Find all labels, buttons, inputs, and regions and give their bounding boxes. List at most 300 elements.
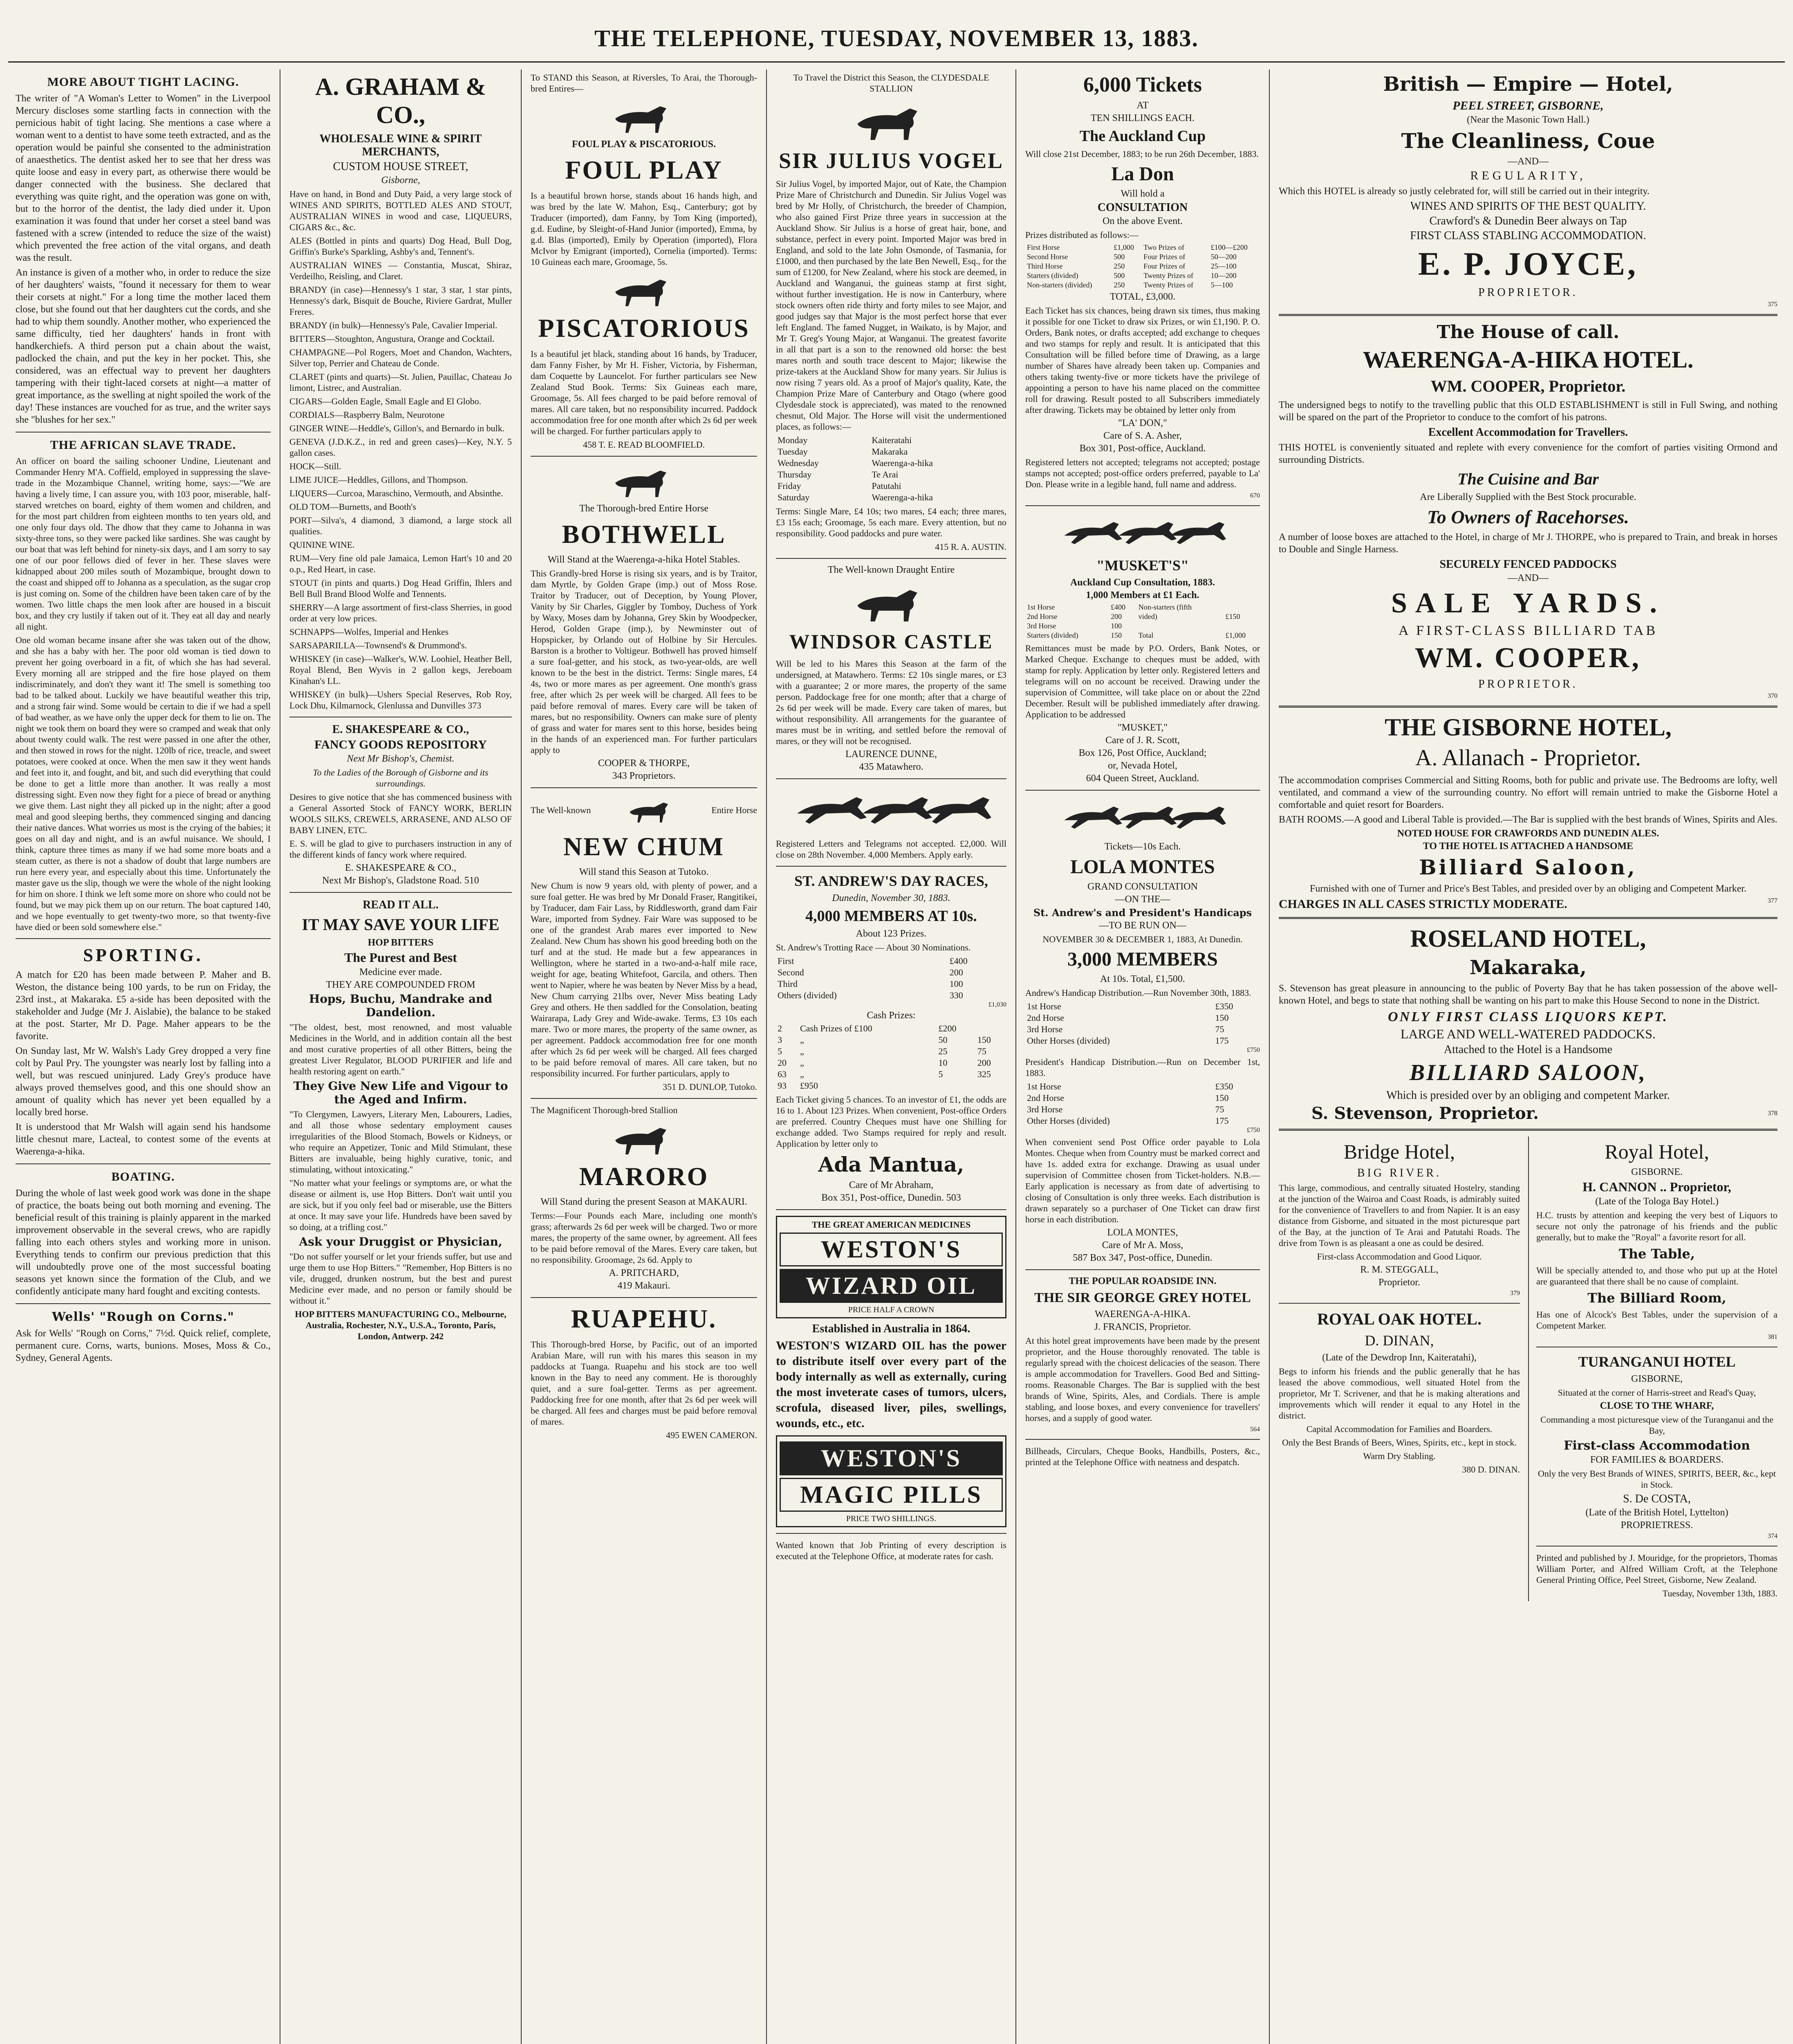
ad-title: PISCATORIOUS	[538, 314, 750, 343]
ad-text: President's Handicap Distribution.—Run on December 1st, 1883.	[1025, 1057, 1260, 1078]
ad-signature: E. SHAKESPEARE & CO.,	[345, 863, 457, 873]
racing-horses-icon	[789, 785, 993, 834]
ad-signature: "LA' DON,"	[1118, 418, 1167, 428]
ad-text: Will be specially attended to, and those who put up at the Hotel are guaranteed that there shall be no cause of complaint.	[1536, 1265, 1777, 1286]
ad-signature: PROPRIETRESS.	[1620, 1520, 1693, 1531]
ad-text: Sir Julius Vogel, by imported Major, out of Kate, the Champion Prize Mare of Christchurch and Dunedin. Sir Julius Vogel was bred by Mr Holly, of Christchurch, the breeder of Champion, who also gained First Prize three years in succession at the Auckland Show. Sir Julius is a horse of great hair, bone, and substance, perfect in every point. Imported Major was bred in England, and sold to the late John Osmonde, of Tasmania, for £1000, and then purchased by the late Ben Newell, Esq., for the sum of £1200, for New Zealand, where his stock are deemed, in Auckland and Wanganui, the guineas stamp at first sight, without further investigation. He is now in Canterbury, where stock owners often ride thirty and forty miles to see Major, and good judges say that Major is the most perfect horse that ever left England. The famed Nugget, in Waikato, is by Major, and Mr T. Greg's Young Major, at Wanganui. The greatest favorite in all that part is a son to the renowned old horse: the best mares north and south trace descent to Major; likewise the prize-takers at the Auckland Show for many years. Sir Julius is now rising 7 years old. As a proof of Major's quality, Kate, the Champion Prize Mare of Canterbury and Otago (where good Clydesdale stock is appreciated), was mated to the renowned chesnut, Old Major. The Horse will visit the undermentioned places, as follows:—	[776, 179, 1006, 432]
table-cell: Other Horses (divided)	[1027, 1035, 1110, 1046]
table-cell: 330	[949, 990, 963, 1000]
column-divider	[521, 69, 522, 2044]
table-cell: 50	[938, 1035, 948, 1045]
table-cell: £1,000	[1114, 243, 1134, 251]
table-cell: 325	[977, 1069, 991, 1079]
ad-subtitle: Excellent Accommodation for Travellers.	[1428, 426, 1628, 439]
ad-subtitle: —ON THE—	[1115, 894, 1170, 905]
ad-footer: HOP BITTERS MANUFACTURING CO., Melbourne, Australia, Rochester, N.Y., U.S.A., Toronto, Paris, London, Antwerp. 242	[295, 1309, 507, 1341]
ad-text: "No matter what your feelings or symptoms are, or what the disease or ailment is, use Hop Bitters. Don't wait until you are sick, but if you only feel bad or miserable, use the Bitters at once. It may save your life. Hundreds have been saved by so doing, at a trifling cost."	[289, 1178, 512, 1232]
graham-item: BITTERS—Stoughton, Angustura, Orange and Cocktail.	[289, 334, 495, 344]
ad-text: To Travel the District this Season, the CLYDESDALE STALLION	[793, 72, 989, 94]
column-2	[282, 69, 519, 2044]
graham-item: BRANDY (in case)—Hennessy's 1 star, 3 star, 1 star pints, Hennessy's dark, Bisquit de Bouche, Riviere Gardrat, Muller Freres.	[289, 285, 512, 317]
table-cell: 50—200	[1210, 253, 1237, 261]
table-cell: 2nd Horse	[1027, 612, 1058, 621]
wizard-oil-banner	[776, 1216, 1006, 1318]
ad-title: Billiard Saloon,	[1419, 855, 1637, 879]
table-row	[776, 955, 1006, 967]
ad-number: 377	[1768, 897, 1777, 904]
ad-signature: LOLA MONTES,	[1107, 1227, 1178, 1238]
ad-text: BATH ROOMS.—A good and Liberal Table is provided.—The Bar is supplied with the best brands of Wines, Spirits and Ales.	[1279, 814, 1777, 825]
table-cell: £950	[800, 1080, 818, 1091]
table-row	[1025, 243, 1260, 252]
ad-text: "The oldest, best, most renowned, and most valuable Medicines in the World, and in addition contain all the best and most curative properties of all other Bitters, being the greatest Liver Regulator, BLOOD PURIFIER and life and health restoring agent on earth."	[289, 1022, 512, 1076]
ad-subtitle: Hops, Buchu, Mandrake and Dandelion.	[309, 992, 493, 1019]
ad-number: 379	[1510, 1290, 1520, 1297]
ad-signature: "MUSKET,"	[1117, 722, 1168, 733]
article-text: An officer on board the sailing schooner Undine, Lieutenant and Commander Henry M'A. Coffield, employed in suppressing the slave-trade in the Mozambique Channel, writing home, says:—"We are having a lively time, I can assure you, with 103 poor, miserable, half-starved wretches on board, eighty of them women and children, and for the most part children from eighteen months to ten years old, and one only four days old. The dhow that they came to Johanna in was sixty-three tons, so they were packed like sardines. She was caught by our boat that was left behind for ninety-six days, and I am sorry to say one of our poor fellows died of fever in her. These slaves were kidnapped about 200 miles south of Mozambique, brought down to the coast and shipped off to Johanna as a speculation, as the sugar crop is just coming on. Some of the children have been taken care of by the women. Two little chaps the men look after are housed in a biscuit box, and they cry lustily if taken out of it. They eat all day and nearly all night.	[16, 456, 271, 632]
magic-pills-logo: MAGIC PILLS	[780, 1478, 1003, 1512]
table-row	[776, 967, 1006, 978]
table-cell: 5	[938, 1069, 943, 1079]
table-cell: First Horse	[1027, 243, 1060, 251]
ad-text: At this hotel great improvements have been made by the present proprietor, and the House thoroughly renovated. The table is regularly spread with the choicest delicacies of the season. There is ample accommodation for Travellers. Good Bed and Sitting-rooms. Reasonable Charges. The Bar is supplied with the best brands of Wine, Spirits, Ales, and Cordials. There is ample stabling, and loose boxes, and every convenience for travellers' horses, and a supply of good water.	[1025, 1336, 1260, 1423]
ad-text: Terms: Single Mare, £4 10s; two mares, £4 each; three mares, £3 15s each; Groomage, 5s each mare. Every attention, but no responsibility. Good paddocks and pure water.	[776, 506, 1006, 538]
ad-signature: Care of J. R. Scott,	[1105, 735, 1180, 746]
table-row	[1025, 1001, 1260, 1012]
table-row	[1025, 631, 1260, 640]
table-cell: £1,000	[1225, 631, 1246, 639]
ad-signature: 435 Matawhero.	[859, 762, 923, 772]
column-divider	[1269, 69, 1270, 2044]
ad-title: The Auckland Cup	[1079, 128, 1206, 145]
horse-icon	[603, 462, 685, 499]
masthead: THE TELEPHONE, TUESDAY, NOVEMBER 13, 1883.	[594, 25, 1199, 52]
table-row	[776, 1057, 1006, 1069]
table-cell: 150	[977, 1035, 991, 1045]
table-row	[776, 1046, 1006, 1057]
ad-text: First-class Accommodation and Good Liquor.	[1317, 1251, 1482, 1262]
table-cell: 500	[1114, 253, 1125, 261]
ad-text: Is a beautiful jet black, standing about 16 hands, by Traducer, dam Fanny Fisher, by Mr H. Fisher, Victoria, by Fisherman, dam Coquette by Launcelot. For further particulars see New Zealand Stud Book. Terms: Six Guineas each mare, Groomage, 5s. All fees charged to be paid before removal of mares. All care taken, but no responsibility incurred. Paddock accommodation free for one month after which 2s 6d per week will be charged. For further particulars apply to	[531, 349, 757, 436]
table-cell: „	[800, 1069, 804, 1079]
ad-subtitle: FANCY GOODS REPOSITORY	[314, 738, 487, 751]
ad-title: TURANGANUI HOTEL	[1578, 1354, 1736, 1370]
graham-item: AUSTRALIAN WINES — Constantia, Muscat, Shiraz, Verdeilho, Reisling, and Claret.	[289, 260, 512, 281]
table-row	[776, 435, 1006, 446]
table-cell	[1137, 621, 1224, 631]
ad-title: LOLA MONTES	[1070, 856, 1215, 878]
table-cell: 25	[938, 1046, 948, 1056]
table-row	[1025, 1081, 1260, 1092]
ad-subtitle: Medicine ever made.	[359, 967, 442, 977]
table-cell: 1st Horse	[1027, 1081, 1061, 1091]
graham-item-list	[289, 235, 512, 711]
table-row	[776, 990, 1006, 1001]
horse-icon	[621, 794, 682, 827]
ad-number: 381	[1768, 1334, 1777, 1340]
ad-text: "To Clergymen, Lawyers, Literary Men, Labourers, Ladies, and all those whose sedentary employment causes irregularities of the Blood Stomach, Bowels or Kidneys, or who require an Appetizer, Tonic and Mild Stimulant, these Bitters are invaluable, being highly curative, tonic, and stimulating, without intoxicating."	[289, 1109, 512, 1174]
ad-subtitle: CUSTOM HOUSE STREET,	[333, 160, 468, 173]
horse-icon	[603, 1120, 685, 1156]
ad-subtitle: Attached to the Hotel is a Handsome	[1443, 1043, 1613, 1056]
ad-subtitle: Cash Prizes:	[867, 1010, 916, 1021]
table-cell: Third	[778, 979, 798, 989]
ad-text: S. Stevenson has great pleasure in announcing to the public of Poverty Bay that he has taken possession of the above well-known Hotel, and begs to state that nothing shall be wanting on his part to make this House Second to none in the District.	[1279, 983, 1777, 1006]
ad-subtitle: A. Allanach - Proprietor.	[1415, 745, 1641, 771]
ad-subtitle: To Owners of Racehorses.	[1427, 507, 1629, 527]
ad-subtitle: The Thorough-bred Entire Horse	[579, 503, 709, 514]
table-cell: 63	[778, 1069, 787, 1079]
ad-subtitle: REGULARITY,	[1470, 169, 1586, 182]
banner-text: THE GREAT AMERICAN MEDICINES	[811, 1219, 971, 1230]
table-row	[776, 469, 1006, 480]
racing-horses-icon	[1036, 512, 1249, 553]
ad-text: WESTON'S WIZARD OIL has the power to distribute itself over every part of the body internally as well as externally, curing the most inveterate cases of tumors, ulcers, scrofula, diseased liver, piles, swellings, wounds, etc., etc.	[776, 1339, 1006, 1430]
table-cell: vided)	[1138, 612, 1157, 621]
column-6	[1271, 69, 1785, 2044]
table-cell: 200	[977, 1058, 991, 1068]
table-cell: „	[800, 1046, 804, 1056]
prize-table	[1025, 1001, 1260, 1047]
ad-subtitle: TEN SHILLINGS EACH.	[1091, 113, 1195, 123]
table-cell: 175	[1215, 1116, 1229, 1126]
ad-signature: Box 351, Post-office, Dunedin. 503	[821, 1192, 961, 1203]
table-cell	[1224, 621, 1260, 631]
graham-item: CHAMPAGNE—Pol Rogers, Moet and Chandon, Wachters, Silver top, Perrier and Chateau de Conde.	[289, 347, 512, 368]
table-row	[1025, 1092, 1260, 1104]
ad-text: The accommodation comprises Commercial and Sitting Rooms, both for public and private use. The Bedrooms are lofty, well ventilated, and command a view of the surrounding country. No effort will remain untried to make the Gisborne Hotel a comfortable and quiet resort for Boarders.	[1279, 775, 1777, 810]
table-cell: Other Horses (divided)	[1027, 1116, 1110, 1126]
table-cell: 20	[778, 1058, 787, 1068]
column-3	[523, 69, 764, 2044]
ad-text: New Chum is now 9 years old, with plenty of power, and a sure foal getter. He was bred by Mr Donald Fraser, Rangitikei, by Traducer, dam Fair Lass, by Riddlesworth, grand dam Fair Ware, imported from Sydney. Fair Ware was supposed to be one of the grandest Arab mares ever imported to New Zealand. New Chum has shown his good breeding both on the turf and at the stud. He made but a few appearances in Wellington, where he started in a two-and-a-half mile race, weight for age, beating Whitefoot, Garcila, and others. Then went to Napier, where he was beaten by Never Miss by a head, New Chum carrying 21lbs over, Never Miss beating Lady Grey and others. He then saddled for the Consolation, beating Wairarapa, Lady Grey and Wide-awake. Terms, £3 10s each mare. Two or more mares, the property of the same owner, as per agreement. Paddock accommodation free for one month after which 2s 6d per week will be charged. All fees charged to be paid before removal of mares. All care taken, but no responsibility incurred. For further particulars, apply to	[531, 881, 757, 1078]
table-cell: Total	[1138, 631, 1154, 639]
graham-item: SHERRY—A large assortment of first-class Sherries, in good order at very low prices.	[289, 602, 512, 623]
ad-subtitle: HOP BITTERS	[368, 937, 434, 948]
ad-title: The Cleanliness, Coue	[1401, 129, 1655, 153]
table-row	[1025, 612, 1260, 621]
table-row	[1025, 252, 1260, 262]
ad-text: "Do not suffer yourself or let your friends suffer, but use and urge them to use Hop Bitters." "Remember, Hop Bitters is no vile, drugged, drunken nostrum, but the best and purest Medicine ever made, and no person or family should be without it."	[289, 1251, 512, 1306]
table-cell: 10—200	[1210, 271, 1237, 280]
table-cell: „	[800, 1035, 804, 1045]
table-row	[776, 1080, 1006, 1091]
ad-subtitle: (Late of the Tologa Bay Hotel.)	[1595, 1196, 1719, 1207]
ad-heading: Wells' "Rough on Corns."	[52, 1310, 234, 1324]
table-cell: Second Horse	[1027, 253, 1068, 261]
ad-title: WM. COOPER,	[1414, 642, 1642, 674]
table-row	[776, 457, 1006, 469]
ad-signature: (Late of the British Hotel, Lyttelton)	[1585, 1507, 1728, 1518]
graham-item: BRANDY (in bulk)—Hennessy's Pale, Cavalier Imperial.	[289, 320, 498, 330]
ad-subtitle: (Near the Masonic Town Hall.)	[1467, 114, 1589, 125]
ad-text: This Grandly-bred Horse is rising six years, and is by Traitor, dam Myrtle, by Golden Grape (imp.) out of Moss Rose. Traitor by Traducer, out of Deception, by Young Plover, Vanity by Sir Charles, Giggler by Tomboy, Duchess of York by Waxy, Moses dam by Johanna, Grey Skin by Woodpecker, Herod, Golden Grape (imp.), by Newminster out of Hopspicker, by Orlando out of Holbine by Sir Hercules. Barston is a brother to Voltigeur. Bothwell has proved himself a sure foal-getter, and his stock, as two-year-olds, are well known to be the best in the district. Terms: Single mares, £4 4s, two or more mares as per agreement. One month's grass free, after which 2s per week will be charged. All fees to be paid before removal of mares. Every care will be taken of mares, but no responsibility. Owners can make sure of plenty of grass and water for mares sent to this horse, besides being in the hands of an experienced man. For further particulars apply to	[531, 568, 757, 755]
ad-text: Prizes distributed as follows:—	[1025, 230, 1139, 240]
ad-text: THIS HOTEL is conveniently situated and replete with every convenience for the comfort of parties visiting Ormond and surrounding Districts.	[1279, 442, 1777, 465]
ad-subtitle: CONSULTATION	[1097, 201, 1188, 214]
ad-text: Has one of Alcock's Best Tables, under the supervision of a Competent Marker.	[1536, 1309, 1777, 1331]
table-cell: 175	[1215, 1035, 1229, 1046]
ad-subtitle: CHARGES IN ALL CASES STRICTLY MODERATE.	[1279, 897, 1567, 911]
ad-subtitle: —AND—	[1508, 156, 1549, 167]
ad-signature: Box 126, Post Office, Auckland;	[1078, 748, 1207, 758]
ad-subtitle: The Table,	[1618, 1246, 1695, 1262]
table-row	[1025, 1012, 1260, 1024]
ad-subtitle: Tickets—10s Each.	[1104, 841, 1181, 852]
column-5	[1018, 69, 1267, 2044]
table-cell: 200	[1111, 612, 1122, 621]
ad-subtitle: —AND—	[1508, 573, 1549, 583]
table-cell: Others (divided)	[778, 990, 837, 1000]
ad-subtitle: 1,000 Members at £1 Each.	[1086, 590, 1199, 601]
ad-signature: 351 D. DUNLOP, Tutoko.	[662, 1082, 757, 1092]
ad-text: St. Andrew's Trotting Race — About 30 Nominations.	[776, 942, 971, 953]
column-divider	[1015, 69, 1016, 2044]
graham-item: STOUT (in pints and quarts.) Dog Head Griffin, Ihlers and Bell Bull Brand Blood Wolfe and Tennents.	[289, 578, 512, 599]
ad-signature: Box 301, Post-office, Auckland.	[1079, 443, 1206, 454]
ad-subtitle: SECURELY FENCED PADDOCKS	[1439, 558, 1617, 571]
ad-text: Registered Letters and Telegrams not accepted. £2,000. Will close on 28th November. 4,000 Members. Apply early.	[776, 838, 1006, 860]
section-heading: SPORTING.	[83, 945, 203, 965]
ad-text: Terms:—Four Pounds each Mare, including one month's grass; afterwards 2s 6d per week will be charged. Two or more mares, the property of the same owner, by agreement. All fees to be paid before removal of the Mares. Every care taken, but no responsibility. Groomage, 2s 6d. Apply to	[531, 1210, 757, 1265]
graham-item: OLD TOM—Burnetts, and Booth's	[289, 502, 416, 512]
ad-title: RUAPEHU.	[571, 1304, 717, 1333]
column-4	[769, 69, 1014, 2044]
ad-subtitle: First-class Accommodation	[1564, 1439, 1750, 1453]
ad-subtitle: WHOLESALE WINE & SPIRIT MERCHANTS,	[319, 132, 482, 158]
ad-title: THE GISBORNE HOTEL,	[1385, 714, 1672, 741]
table-cell: 2nd Horse	[1027, 1013, 1065, 1023]
ad-subtitle: FOUL PLAY & PISCATORIOUS.	[572, 139, 716, 150]
ad-kicker: The House of call.	[1437, 322, 1620, 343]
graham-item: SCHNAPPS—Wolfes, Imperial and Henkes	[289, 627, 449, 637]
ad-subtitle: AT	[1136, 100, 1149, 111]
ad-subtitle: Gisborne,	[381, 175, 420, 186]
ad-title: 4,000 MEMBERS AT 10s.	[805, 908, 977, 925]
horse-icon	[603, 271, 685, 308]
imprint-text: Printed and published by J. Mouridge, for the proprietors, Thomas William Porter, and Alfred William Croft, at the Telephone General Printing Office, Peel Street, Gisborne, New Zealand.	[1536, 1553, 1777, 1585]
prize-table	[1025, 603, 1260, 640]
wizard-oil-logo: WIZARD OIL	[780, 1269, 1003, 1303]
cash-prize-table	[776, 1023, 1006, 1091]
ad-subtitle: NOTED HOUSE FOR CRAWFORDS AND DUNEDIN ALES.	[1397, 828, 1659, 839]
ad-subtitle: Auckland Cup Consultation, 1883.	[1070, 577, 1215, 588]
article-text: An instance is given of a mother who, in order to reduce the size of her daughters' waists, "found it necessary for them to wear their corsets at night." For a long time the mother laced them close, but she found out that her daughters cut the cords, and she had to whip them soundly. Another mother, who experienced the same difficulty, tied her daughters' hands in front with handkerchiefs. A third person put a chain about the waist, padlocked the chain, and put the key in her pocket. This, she considered, was an effectual way to prevent her daughters tampering with their tight-laced corsets at night—a matter of great importance, as the swelling at night spoiled the work of the day! These instances are vouched for as true, and the writer says she "blushes for her sex."	[16, 267, 271, 425]
table-cell: Patutahi	[872, 481, 901, 491]
ad-subtitle: The Purest and Best	[344, 950, 457, 965]
ad-subtitle: Entire Horse	[711, 805, 757, 815]
ad-subtitle: About 123 Prizes.	[856, 928, 927, 939]
ad-subtitle: H. CANNON .. Proprietor,	[1582, 1179, 1731, 1194]
table-row	[776, 1023, 1006, 1034]
ad-subtitle: On the above Event.	[1103, 216, 1183, 226]
ad-subtitle: BIG RIVER.	[1357, 1167, 1442, 1179]
ad-text: To STAND this Season, at Riversles, To Arai, the Thorough-bred Entires—	[531, 72, 757, 94]
ad-title: WAERENGA-A-HIKA HOTEL.	[1363, 346, 1694, 373]
ad-subtitle: THEY ARE COMPOUNDED FROM	[326, 979, 475, 990]
wizard-oil-logo: WESTON'S	[780, 1233, 1003, 1266]
ad-kicker: THE POPULAR ROADSIDE INN.	[1069, 1276, 1217, 1286]
table-cell: 100	[949, 979, 963, 989]
table-row	[1025, 621, 1260, 631]
ad-title: BOTHWELL	[562, 520, 726, 549]
ad-subtitle: WM. COOPER, Proprietor.	[1430, 377, 1626, 395]
table-cell: 3	[778, 1035, 782, 1045]
table-cell: Twenty Prizes of	[1143, 281, 1193, 289]
column-divider	[766, 69, 767, 2044]
table-row	[1025, 1035, 1260, 1047]
ad-text: To the Ladies of the Borough of Gisborne and its surroundings.	[313, 767, 489, 789]
racing-horses-icon	[1036, 796, 1249, 837]
ad-text: The Magnificent Thorough-bred Stallion	[531, 1105, 678, 1115]
ad-text: Remittances must be made by P.O. Orders, Bank Notes, or Marked Cheque. Exchange to cheques must be added, with stamp for reply. Application by letter only. Registered letters and telegrams will on no account be received. Drawing under the supervision of Committee, will take place on or about the 22nd December. Result will be published immediately after drawing. Application to be addressed	[1025, 643, 1260, 719]
graham-item: GINGER WINE—Heddle's, Gillon's, and Bernardo in bulk.	[289, 423, 505, 433]
graham-item: ALES (Bottled in pints and quarts) Dog Head, Bull Dog, Griffin's Burke's Sparkling, Ashby's and, Tennent's.	[289, 235, 512, 257]
table-cell: 1st Horse	[1027, 603, 1055, 611]
article-heading: THE AFRICAN SLAVE TRADE.	[50, 438, 236, 452]
section-heading: BOATING.	[111, 1170, 175, 1183]
table-row	[1025, 1115, 1260, 1127]
prize-table	[776, 955, 1006, 1001]
table-cell: Makaraka	[872, 446, 908, 457]
ad-title: SIR JULIUS VOGEL	[778, 148, 1004, 173]
ad-number: 374	[1768, 1533, 1777, 1540]
ad-title: ST. ANDREW'S DAY RACES,	[794, 873, 988, 889]
table-cell: Third Horse	[1027, 262, 1063, 270]
masthead-rule	[8, 61, 1785, 63]
ad-title: WINDSOR CASTLE	[789, 630, 993, 653]
ad-title: BILLIARD SALOON,	[1409, 1060, 1647, 1085]
ad-subtitle: ONLY FIRST CLASS LIQUORS KEPT.	[1388, 1009, 1668, 1024]
ad-subtitle: They Give New Life and Vigour to the Aged and Infirm.	[293, 1079, 508, 1106]
ad-subtitle: D. DINAN,	[1365, 1332, 1434, 1349]
ad-text: NOVEMBER 30 & DECEMBER 1, 1883, At Dunedin.	[1042, 934, 1243, 944]
prize-table	[1025, 1081, 1260, 1127]
table-cell: Waerenga-a-hika	[872, 492, 933, 502]
ad-subtitle: Next Mr Bishop's, Chemist.	[347, 753, 455, 764]
banner-text: PRICE TWO SHILLINGS.	[846, 1514, 937, 1523]
table-cell: Te Arai	[872, 469, 899, 480]
table-row	[1025, 262, 1260, 271]
article-heading: MORE ABOUT TIGHT LACING.	[47, 75, 239, 89]
table-row	[1025, 1024, 1260, 1035]
ad-title: ROYAL OAK HOTEL.	[1317, 1310, 1481, 1328]
ad-text: Will close 21st December, 1883; to be run 26th December, 1883.	[1025, 149, 1259, 159]
table-cell: 5	[778, 1046, 782, 1056]
ad-title: Royal Hotel,	[1605, 1140, 1709, 1163]
graham-item: RUM—Very fine old pale Jamaica, Lemon Hart's 10 and 20 o.p., Red Heart, in case.	[289, 553, 512, 574]
ad-subtitle: Established in Australia in 1864.	[812, 1322, 970, 1335]
article-text: On Sunday last, Mr W. Walsh's Lady Grey dropped a very fine colt by Paul Pry. The youngster was nearly lost by falling into a well, but was rescued uninjured. Lady Grey's produce have always proved themselves good, and this one should show an amount of quality which has never yet been equalled by a locally bred horse.	[16, 1046, 271, 1118]
table-cell: £100—£200	[1210, 243, 1248, 251]
ad-text: Each Ticket giving 5 chances. To an investor of £1, the odds are 16 to 1. About 123 Prizes. When convenient, Post-office Orders are preferred. Country Cheques must have one Shilling for exchange added. Two Stamps required for reply and result. Application by letter only to	[776, 1094, 1006, 1149]
ad-text: This large, commodious, and centrally situated Hostelry, standing at the junction of the Wairoa and Coast Roads, is admirably suited for the convenience of Travellers to and from Napier. It is an easy distance from Gisborne, and situated in the most picturesque part of the Bay, at the junction of Te Arai and Patutahi Roads. The drive from Town is as pleasant a one as could be desired.	[1279, 1183, 1520, 1248]
ad-title: A. GRAHAM & CO.,	[315, 73, 486, 128]
ad-signature: Care of S. A. Asher,	[1103, 430, 1182, 441]
table-cell: Tuesday	[778, 446, 808, 457]
table-cell: First	[778, 956, 794, 966]
table-cell: 2	[778, 1023, 782, 1033]
table-cell: 100	[1111, 622, 1122, 630]
table-cell: Wednesday	[778, 458, 819, 468]
ad-subtitle: —TO BE RUN ON—	[1099, 920, 1186, 931]
ad-text: Billheads, Circulars, Cheque Books, Handbills, Posters, &c., printed at the Telephone Office with neatness and despatch.	[1025, 1446, 1260, 1467]
table-cell: 200	[949, 967, 963, 977]
ad-subtitle: Care of Mr Abraham,	[849, 1180, 934, 1190]
ad-subtitle: FOR FAMILIES & BOARDERS.	[1590, 1455, 1724, 1465]
ad-title: British — Empire — Hotel,	[1383, 73, 1673, 96]
table-row	[776, 1034, 1006, 1046]
table-cell: 150	[1215, 1093, 1229, 1103]
table-row	[776, 978, 1006, 990]
ad-text: Furnished with one of Turner and Price's Best Tables, and presided over by an obliging and Competent Marker.	[1309, 883, 1747, 894]
ad-subtitle: TO THE HOTEL IS ATTACHED A HANDSOME	[1423, 841, 1634, 852]
graham-item: QUININE WINE.	[289, 540, 355, 550]
ad-title: Ada Mantua,	[818, 1152, 964, 1177]
ad-title: IT MAY SAVE YOUR LIFE	[302, 915, 500, 934]
column-1	[8, 69, 278, 2044]
schedule-table	[776, 435, 1006, 503]
table-cell: 250	[1114, 281, 1125, 289]
ad-subtitle: GISBORNE.	[1631, 1167, 1683, 1177]
table-cell: £400	[1111, 603, 1126, 611]
prize-total: £1,030	[988, 1001, 1006, 1008]
ad-text: Only the very Best Brands of WINES, SPIRITS, BEER, &c., kept in Stock.	[1538, 1468, 1776, 1490]
table-cell: Four Prizes of	[1143, 253, 1186, 261]
graham-item: CIGARS—Golden Eagle, Small Eagle and El Globo.	[289, 396, 482, 406]
ad-signature: Care of Mr A. Moss,	[1102, 1240, 1183, 1251]
table-cell: £350	[1215, 1001, 1233, 1011]
table-cell: 2nd Horse	[1027, 1093, 1065, 1103]
ad-text: H.C. trusts by attention and keeping the very best of Liquors to secure not only the patronage of his friends and the public generally, but to make the "Royal" a favorite resort for all.	[1536, 1210, 1777, 1242]
ad-title: 6,000 Tickets	[1083, 73, 1202, 96]
table-cell: Kaiteratahi	[872, 435, 912, 445]
graham-item: PORT—Silva's, 4 diamond, 3 diamond, a large stock all qualities.	[289, 515, 512, 536]
ad-signature: 495 EWEN CAMERON.	[666, 1430, 757, 1440]
table-cell: 75	[1215, 1024, 1224, 1034]
table-cell: Twenty Prizes of	[1143, 271, 1193, 280]
table-cell: Saturday	[778, 492, 810, 502]
ad-subtitle: J. FRANCIS, Proprietor.	[1094, 1322, 1191, 1332]
ad-text: When convenient send Post Office order payable to Lola Montes. Cheque when from Country must be marked correct and have 1s. added extra for exchange. Drawing as usual under supervision of Committee chosen from Ticket-holders. N.B.—Early application is necessary as from date of advertising to closing of Consultation is only three weeks. Each distribution is drawn separately so a purchaser of One Ticket can draw first horse in each distribution.	[1025, 1137, 1260, 1224]
article-text: During the whole of last week good work was done in the shape of practice, the boats being out both morning and evening. The beneficial result of this training is plainly apparent in the marked improvement observable in the several crews, who are rapidly falling into each others styles and working more in unison. Everything tends to confirm our previous prediction that this will undoubtedly prove one of the most successful boating seasons yet known since the formation of the Club, and we confidently anticipate many hard fought and exciting contests.	[16, 1188, 271, 1297]
ad-number: 375	[1768, 301, 1777, 308]
table-cell: £200	[938, 1023, 957, 1033]
ad-title: 3,000 MEMBERS	[1067, 948, 1218, 970]
banner-text: PRICE HALF A CROWN	[848, 1305, 935, 1314]
ad-signature: LAURENCE DUNNE,	[845, 749, 937, 760]
ad-title: THE SIR GEORGE GREY HOTEL	[1034, 1290, 1251, 1305]
table-row	[1025, 271, 1260, 280]
table-cell: 250	[1114, 262, 1125, 270]
ad-subtitle: The Well-known Draught Entire	[827, 565, 955, 575]
ad-subtitle: Makaraka,	[1469, 956, 1587, 979]
ad-subtitle: Which is presided over by an obliging and competent Marker.	[1386, 1089, 1670, 1102]
ad-text: Which this HOTEL is already so justly celebrated for, will still be carried out in their integrity.	[1279, 186, 1650, 197]
table-cell: Starters (divided)	[1027, 631, 1078, 639]
table-cell: 93	[778, 1080, 787, 1091]
ad-text: Is a beautiful brown horse, stands about 16 hands high, and was bred by the late W. Mahon, Esq., Canterbury; got by Traducer (imported), dam Fanny, by Tom King (imported), g.d. Eudine, by Sleight-of-Hand Junior (imported), Emma, by g.d. Blas (imported), Emily by Operation (imported), Flora McIvor by Emigrant (imported), Cornelia (imported). Terms: 10 Guineas each mare, Groomage, 5s.	[531, 191, 757, 267]
ad-subtitle: Dunedin, November 30, 1883.	[832, 893, 950, 903]
table-cell: Waerenga-a-hika	[872, 458, 933, 468]
ad-text: Ask for Wells' "Rough on Corns," 7½d. Quick relief, complete, permanent cure. Corns, warts, bunions. Moses, Moss & Co., Sydney, General Agents.	[16, 1328, 271, 1363]
horse-icon	[846, 580, 936, 625]
ad-text: Each Ticket has six chances, being drawn six times, thus making it possible for one Ticket to draw six Prizes, or win £1,190. P. O. Orders, Bank notes, or drafts accepted; add exchange to cheques and two stamps for reply and result. It is anticipated that this Consultation will be filled before time of Drawing, as a large number of Shares have already been taken up. Companies and others taking twenty-five or more tickets have the privilege of appointing a person to have his name placed on the committee roll for drawing. Result posted to all Subscribers immediately after drawing. Tickets may be obtained by letter only from	[1025, 305, 1260, 415]
ad-subtitle: Are Liberally Supplied with the Best Stock procurable.	[1420, 492, 1636, 502]
prize-total: TOTAL, £3,000.	[1109, 291, 1176, 302]
ad-title: Bridge Hotel,	[1343, 1140, 1455, 1163]
ad-title: SALE YARDS.	[1391, 587, 1665, 619]
